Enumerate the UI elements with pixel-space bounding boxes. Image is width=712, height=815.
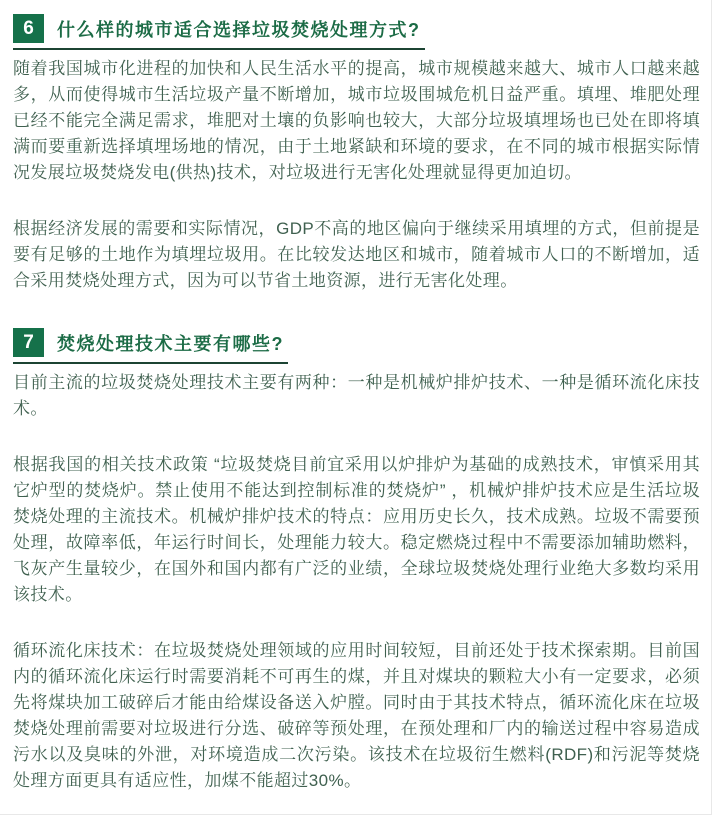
paragraph: 循环流化床技术：在垃圾焚烧处理领域的应用时间较短，目前还处于技术探索期。目前国内的循环流化床运行时需要消耗不可再生的煤，并且对煤块的颗粒大小有一定要求，必须先将煤块加工破碎后才能由给煤设备送入炉膛。同时由于其技术特点，循环流化床在垃圾焚烧处理前需要对垃圾进行分选、破碎等预处理，在预处理和厂内的输送过程中容易造成污水以及臭味的外泄，对环境造成二次污染。该技术在垃圾衍生燃料(RDF)和污泥等焚烧处理方面更具有适应性，加煤不能超过30%。 <box>13 641 700 790</box>
section-number-badge: 6 <box>13 14 44 43</box>
section-number-badge: 7 <box>13 328 44 357</box>
paragraph: 根据我国的相关技术政策 “垃圾焚烧目前宜采用以炉排炉为基础的成熟技术，审慎采用其它炉型的焚烧炉。禁止使用不能达到控制标准的焚烧炉” ，机械炉排炉技术应是生活垃圾焚烧处理的主流技术。机械炉排炉技术的特点：应用历史长久，技术成熟。垃圾不需要预处理，故障率低，年运行时间长，处理能力较大。稳定燃烧过程中不需要添加辅助燃料，飞灰产生量较少，在国外和国内都有广泛的业绩，全球垃圾焚烧处理行业绝大多数均采用该技术。 <box>13 455 700 604</box>
section-paragraphs <box>13 54 700 294</box>
paragraph: 随着我国城市化进程的加快和人民生活水平的提高，城市规模越来越大、城市人口越来越多，从而使得城市生活垃圾产量不断增加，城市垃圾围城危机日益严重。填埋、堆肥处理已经不能完全满足需求，堆肥对土壤的负影响也较大，大部分垃圾填埋场也已处在即将填满而要重新选择填埋场地的情况，由于土地紧缺和环境的要求，在不同的城市根据实际情况发展垃圾焚烧发电(供热)技术，对垃圾进行无害化处理就显得更加迫切。 <box>13 59 700 182</box>
faq-sections <box>13 14 700 794</box>
faq-section <box>13 328 700 794</box>
faq-section <box>13 14 700 294</box>
section-title: 焚烧处理技术主要有哪些? <box>57 333 284 354</box>
section-title: 什么样的城市适合选择垃圾焚烧处理方式? <box>57 19 421 40</box>
section-header <box>13 14 425 50</box>
section-paragraphs <box>13 368 700 794</box>
paragraph: 目前主流的垃圾焚烧处理技术主要有两种：一种是机械炉排炉技术、一种是循环流化床技术。 <box>13 373 700 418</box>
paragraph: 根据经济发展的需要和实际情况，GDP不高的地区偏向于继续采用填埋的方式，但前提是要有足够的土地作为填埋垃圾用。在比较发达地区和城市，随着城市人口的不断增加，适合采用焚烧处理方式，因为可以节省土地资源，进行无害化处理。 <box>13 219 700 290</box>
section-header <box>13 328 288 364</box>
